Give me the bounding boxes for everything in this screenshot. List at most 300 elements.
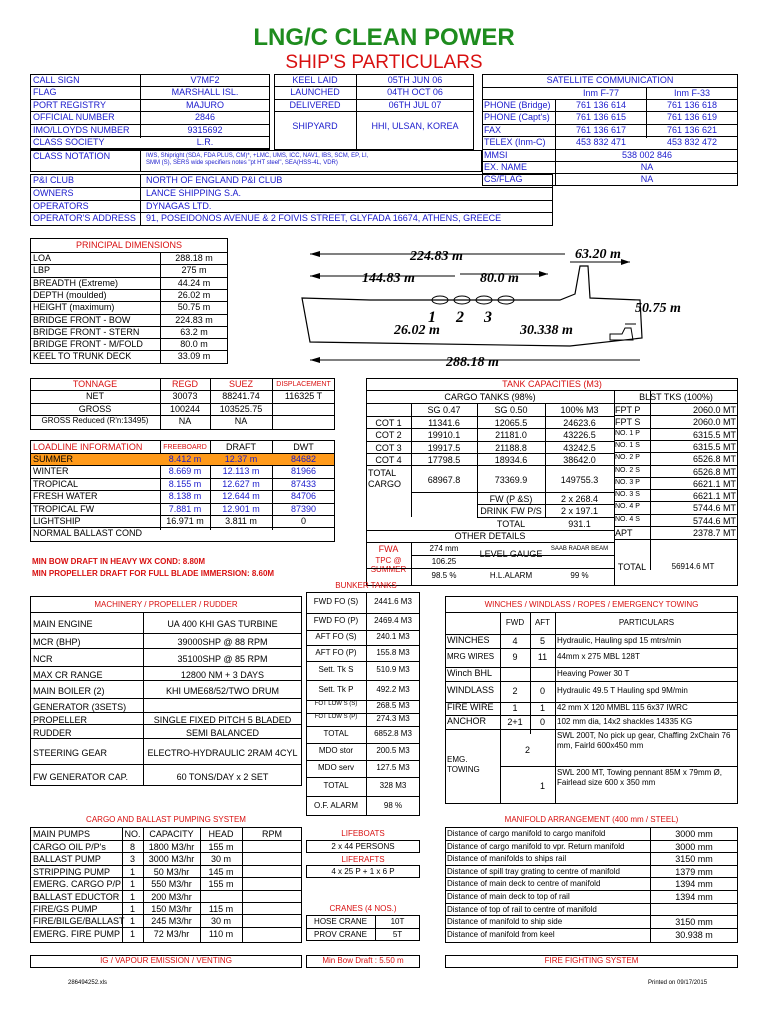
bunker-value-aft-fo-p-3: 155.8 M3 [376, 647, 410, 657]
bunker-value-fot-low-s-s-6: 268.5 M3 [376, 701, 410, 710]
tonnage-regd-gross: 100244 [169, 403, 201, 414]
lifeboats-box [306, 840, 420, 853]
label-class-society: CLASS SOCIETY [33, 137, 105, 147]
tonnage-suez-gross-reduced-r-n-13495: NA [234, 416, 248, 426]
loadline-header-freeboard: FREEBOARD [163, 444, 207, 451]
note-min-bow-draft: MIN BOW DRAFT IN HEAVY WX COND: 8.80M [32, 557, 206, 566]
ballast-label-fpt-p: FPT P [615, 405, 641, 415]
bunker-label-aft-fo-s-2: AFT FO (S) [315, 632, 357, 641]
loadline-freeboard-tropical-fw: 7.881 m [168, 503, 202, 514]
loadline-title: LOADLINE INFORMATION [33, 442, 143, 452]
loadline-dwt-lightship: 0 [300, 516, 306, 526]
sat-label-cs-flag: CS/FLAG [484, 174, 523, 184]
row-divider [30, 680, 302, 681]
row-divider [445, 729, 738, 730]
loadline-draft-fresh-water: 12.644 m [222, 491, 260, 502]
sat-value-phone-bridge-f77: 761 136 614 [575, 100, 627, 110]
tonnage-header-displacement: DISPLACEMENT [276, 381, 331, 388]
pump-capacity-cargo-oil-p-p-s: 1800 M3/hr [148, 842, 195, 852]
bunker-value-fwd-fo-s-0: 2441.6 M3 [374, 597, 412, 606]
row-divider [306, 743, 420, 744]
value-owners: LANCE SHIPPING S.A. [146, 187, 242, 198]
value-class-society: L.R. [196, 137, 214, 147]
pump-name-ballast-pump: BALLAST PUMP [33, 854, 101, 865]
cargo-tank-sg047-cot-1: 11341.6 [428, 418, 460, 428]
row-divider [30, 865, 302, 866]
towing-aft-qty: 1 [539, 781, 545, 791]
loadline-label-tropical-fw: TROPICAL FW [33, 503, 95, 514]
tonnage-title: TONNAGE [72, 379, 118, 389]
ballast-value-no-2-p: 6526.8 MT [692, 454, 736, 465]
tonnage-header-regd: REGD [171, 379, 198, 389]
cargo-tank-label-cot-2: COT 2 [375, 430, 402, 441]
row-divider [306, 680, 420, 681]
row-divider [306, 661, 420, 662]
machinery-value-ncr: 35100SHP @ 85 RPM [177, 653, 268, 664]
label-launched: LAUNCHED [290, 87, 340, 98]
ballast-label-no-3-p: NO. 3 P [615, 478, 640, 486]
row-divider [445, 840, 738, 841]
winch-fwd-mrg-wires: 9 [512, 652, 518, 662]
label-owners: OWNERS [33, 187, 74, 198]
alarm-pct: 98.5 % [431, 571, 457, 580]
fw-label-fw-p-s: FW (P &S) [489, 494, 533, 504]
row-divider [445, 928, 738, 929]
emergency-towing-label: EMG. TOWING [447, 755, 480, 774]
ballast-value-no-1-p: 6315.5 MT [692, 429, 736, 440]
row-divider [306, 796, 420, 797]
row-divider [366, 390, 738, 391]
row-divider [30, 738, 302, 739]
sat-label-mmsi: MMSI [484, 150, 508, 160]
loadline-dwt-winter: 81966 [290, 466, 317, 477]
row-divider [477, 492, 614, 493]
loadline-label-tropical: TROPICAL [33, 478, 79, 489]
dim-label-t3: 3 [484, 309, 492, 326]
loadline-header-dwt: DWT [293, 442, 314, 452]
bunker-value-mdo-serv-10: 127.5 M3 [376, 763, 410, 772]
machinery-label-main-boiler-2: MAIN BOILER (2) [33, 685, 105, 696]
pump-head-emerg-fire-pump: 110 m [208, 928, 234, 939]
loadline-freeboard-summer: 8.412 m [168, 454, 202, 464]
machinery-value-mcr-bhp: 39000SHP @ 88 RPM [177, 637, 268, 647]
row-divider [306, 613, 420, 614]
tpc-label: TPC @ SUMMER [370, 556, 407, 574]
bunker-value-o-f-alarm-12: 98 % [383, 800, 403, 810]
label-imo-lloyds-number: IMO/LLOYDS NUMBER [33, 124, 130, 135]
stern-mark [610, 328, 633, 340]
row-divider [482, 136, 738, 137]
manifold-label-3: Distance of spill tray grating to centre of manifold [447, 866, 620, 876]
ballast-label-no-4-s: NO. 4 S [615, 515, 640, 523]
row-divider [306, 630, 420, 631]
arrowhead [310, 251, 320, 257]
value-shipyard: HHI, ULSAN, KOREA [371, 121, 459, 131]
dim-value-lbp: 275 m [181, 265, 207, 276]
cargo-header-100pct: 100% M3 [560, 405, 599, 415]
row-divider [477, 504, 614, 505]
ballast-label-no-2-s: NO. 2 S [615, 466, 640, 474]
column-divider [242, 827, 243, 943]
lifeboats-title: LIFEBOATS [341, 829, 385, 838]
crane-label-hose-crane: HOSE CRANE [314, 917, 367, 926]
cargo-tank-sg047-cot-4: 17798.5 [427, 454, 461, 465]
ballast-value-no-4-s: 5744.6 MT [692, 515, 736, 526]
crane-value-prov-crane: 5T [392, 930, 403, 939]
row-divider [482, 161, 738, 162]
row-divider [366, 428, 614, 429]
dim-label-d2602: 26.02 m [394, 323, 440, 338]
tonnage-label-gross-reduced-r-n-13495: GROSS Reduced (R'n:13495) [41, 416, 149, 425]
loadline-draft-tropical-fw: 12.901 m [222, 503, 260, 514]
dim-label-d224: 224.83 m [410, 249, 463, 264]
machinery-title: MACHINERY / PROPELLER / RUDDER [94, 600, 238, 609]
row-divider [445, 915, 738, 916]
manifold-value-8: 30.938 m [675, 929, 713, 940]
winch-fwd-windlass: 2 [512, 686, 518, 696]
cargo-tank-label-cot-3: COT 3 [375, 442, 402, 453]
manifold-label-0: Distance of cargo manifold to cargo manifold [447, 829, 606, 838]
row-divider [477, 517, 614, 518]
machinery-value-steering-gear: ELECTRO-HYDRAULIC 2RAM 4CYL [147, 747, 298, 758]
row-divider [366, 453, 614, 454]
row-divider [30, 914, 302, 915]
dim-label-d6320: 63.20 m [575, 247, 621, 262]
pump-head-emerg-cargo-p-p: 155 m [208, 879, 234, 890]
row-divider [30, 724, 302, 725]
ballast-label-no-3-s: NO. 3 S [615, 491, 640, 499]
pump-header-capacity: CAPACITY [149, 829, 194, 839]
row-divider [411, 555, 614, 556]
value-flag: MARSHALL ISL. [171, 87, 239, 98]
bunker-tanks-title: BUNKER TANKS [335, 581, 397, 590]
class-notation-row [30, 150, 482, 172]
bunker-value-total-11: 328 M3 [379, 781, 407, 790]
tonnage-displacement-net: 116325 T [284, 391, 323, 401]
dim-value-height-maximum: 50.75 m [177, 302, 211, 313]
row-divider [30, 902, 302, 903]
bunker-label-total-11: TOTAL [323, 781, 349, 790]
value-operator-s-address: 91, POSEIDONOS AVENUE & 2 FOIVIS STREET, GLYFADA 16674, ATHENS, GREECE [146, 213, 502, 224]
bunker-label-mdo-serv-10: MDO serv [318, 763, 354, 772]
page-subtitle: SHIP'S PARTICULARS [285, 52, 483, 73]
manifold-label-1: Distance of cargo manifold to vpr. Return manifold [447, 841, 625, 851]
winch-aft-fire-wire: 1 [539, 703, 545, 713]
machinery-label-steering-gear: STEERING GEAR [33, 747, 108, 758]
bunker-value-sett-tk-s-4: 510.9 M3 [376, 665, 410, 674]
label-p-i-club: P&I CLUB [33, 175, 75, 185]
machinery-value-max-cr-range: 12800 NM + 3 DAYS [180, 669, 265, 680]
cargo-tank-100-cot-1: 24623.6 [563, 418, 596, 428]
fw-value-total: 931.1 [568, 518, 591, 529]
sat-label-fax: FAX [484, 124, 502, 135]
hl-alarm-label: H.L.ALARM [489, 571, 533, 580]
tanks-title: TANK CAPACITIES (M3) [502, 379, 602, 389]
sat-label-ex-name: EX. NAME [484, 162, 528, 172]
bunker-value-fot-low-s-p-7: 274.3 M3 [376, 714, 410, 723]
ballast-label-no-4-p: NO. 4 P [615, 503, 640, 511]
crane-label-prov-crane: PROV CRANE [314, 930, 367, 939]
min-bow-draft-footer: Min Bow Draft : 5.50 m [322, 956, 404, 965]
label-operators: OPERATORS [33, 200, 89, 211]
row-divider [482, 111, 738, 112]
dim-value-loa: 288.18 m [175, 253, 213, 263]
pump-header-no: NO. [124, 829, 141, 839]
other-details-title: OTHER DETAILS [454, 531, 526, 541]
winch-label-winches: WINCHES [447, 634, 490, 645]
row-divider [30, 200, 553, 201]
winch-particulars-fire-wire: 42 mm X 120 MMBL 115 6x37 IWRC [557, 703, 688, 712]
sat-label-phone-bridge: PHONE (Bridge) [484, 100, 551, 110]
ballast-tanks-title: BLST TKS (100%) [639, 392, 713, 402]
row-divider [445, 648, 738, 649]
ballast-value-no-1-s: 6315.5 MT [692, 441, 736, 452]
ballast-value-no-3-p: 6621.1 MT [692, 478, 736, 489]
winch-label-windlass: WINDLASS [447, 685, 495, 695]
loadline-draft-lightship: 3.811 m [225, 516, 257, 526]
column-divider [555, 612, 556, 804]
pump-no-stripping-pump: 1 [129, 866, 135, 877]
dim-label-breadth-extreme: BREADTH (Extreme) [33, 277, 119, 288]
pump-name-fire-gs-pump: FIRE/GS PUMP [33, 904, 98, 914]
row-divider [366, 403, 614, 404]
printed-date: Printed on 09/17/2015 [648, 980, 708, 986]
manifold-value-3: 1379 mm [675, 866, 713, 877]
value-port-registry: MAJURO [186, 99, 224, 110]
bunker-label-aft-fo-p-3: AFT FO (P) [315, 647, 357, 657]
bunker-label-sett-tk-s-4: Sett. Tk S [318, 665, 354, 674]
pump-no-fire-bilge-ballast: 1 [129, 916, 135, 927]
arrowhead [310, 273, 320, 279]
winch-aft-anchor: 0 [539, 716, 545, 727]
sat-value-phone-bridge-f33: 761 136 618 [666, 100, 718, 110]
lifeboats-value: 2 x 44 PERSONS [331, 842, 395, 851]
row-divider [306, 726, 420, 727]
fire-fighting-title: FIRE FIGHTING SYSTEM [544, 956, 639, 965]
cargo-tank-sg047-cot-3: 19917.5 [427, 442, 461, 453]
manifold-value-4: 1394 mm [675, 879, 713, 890]
row-divider [30, 890, 302, 891]
pump-header-head: HEAD [208, 829, 234, 839]
value-imo-lloyds-number: 9315692 [187, 124, 223, 135]
winch-particulars-mrg-wires: 44mm x 275 MBL 128T [557, 652, 640, 661]
bunker-label-fot-low-s-s-6: FOT LOW S (S) [314, 701, 358, 707]
manifold-label-2: Distance of manifolds to ships rail [447, 854, 567, 864]
dim-value-depth-moulded: 26.02 m [177, 289, 211, 300]
dim-value-bridge-front-m-fold: 80.0 m [180, 339, 208, 350]
note-min-propeller-draft: MIN PROPELLER DRAFT FOR FULL BLADE IMMERSION: 8.60M [32, 569, 275, 578]
fw-label-drink-fw-p-s: DRINK FW P/S [480, 506, 542, 517]
winch-particulars-anchor: 102 mm dia, 14x2 shackles 14335 KG [557, 716, 693, 726]
row-divider [306, 760, 420, 761]
towing-fwd-particulars: SWL 200T, No pick up gear, Chaffing 2xChain 76 mm, Fairld 600x450 mm [557, 731, 731, 750]
loadline-label-winter: WINTER [33, 466, 69, 477]
row-divider [500, 766, 738, 767]
label-shipyard: SHIPYARD [292, 121, 338, 131]
label-call-sign: CALL SIGN [33, 75, 80, 85]
row-divider [30, 927, 302, 928]
row-divider [366, 416, 614, 417]
dim-value-bridge-front-bow: 224.83 m [175, 314, 213, 325]
bunker-label-fwd-fo-p-1: FWD FO (P) [313, 616, 359, 625]
ballast-label-no-1-s: NO. 1 S [615, 441, 640, 449]
cargo-tank-label-cot-4: COT 4 [375, 454, 402, 465]
dim-value-keel-to-trunk-deck: 33.09 m [177, 351, 211, 362]
cargo-total-sg047: 68967.8 [427, 475, 461, 485]
satellite-title: SATELLITE COMMUNICATION [546, 75, 674, 85]
row-divider [445, 852, 738, 853]
manifold-label-8: Distance of manifold from keel [447, 929, 555, 939]
row-divider [30, 187, 553, 188]
loadline-label-lightship: LIGHTSHIP [33, 516, 81, 526]
crane-value-hose-crane: 10T [390, 917, 405, 926]
bunker-value-sett-tk-p-5: 492.2 M3 [376, 684, 410, 694]
winch-aft-mrg-wires: 11 [537, 652, 548, 662]
bunker-value-aft-fo-s-2: 240.1 M3 [376, 632, 410, 641]
value-delivered: 06TH JUL 07 [388, 99, 442, 110]
label-delivered: DELIVERED [289, 99, 341, 110]
loadline-draft-winter: 12.113 m [222, 466, 260, 477]
sat-col-inm-f33: Inm F-33 [673, 88, 710, 98]
dim-label-bridge-front-bow: BRIDGE FRONT - BOW [33, 314, 131, 325]
machinery-value-propeller: SINGLE FIXED PITCH 5 BLADED [153, 714, 292, 725]
pump-no-fire-gs-pump: 1 [129, 904, 135, 914]
pump-name-stripping-pump: STRIPPING PUMP [33, 866, 111, 877]
tonnage-regd-net: 30073 [172, 391, 198, 401]
ballast-label-apt: APT [615, 528, 633, 538]
ballast-value-no-3-s: 6621.1 MT [692, 491, 736, 502]
fw-label-total: TOTAL [496, 518, 526, 529]
class-notation-line-2: SMM (S), SERS wide specifiers notes "pt HT steel", SEA(HSS-4L, VDR) [146, 160, 338, 166]
dim-label-bridge-front-m-fold: BRIDGE FRONT - M/FOLD [33, 339, 143, 350]
row-divider [306, 928, 420, 929]
pump-no-ballast-eductor: 1 [129, 891, 135, 902]
winches-title: WINCHES / WINDLASS / ROPES / EMERGENCY TOWING [484, 600, 699, 609]
label-keel-laid: KEEL LAID [292, 75, 338, 85]
ballast-total-value: 56914.6 MT [671, 562, 715, 571]
row-divider [445, 890, 738, 891]
cargo-header-sg047: SG 0.47 [427, 405, 461, 415]
row-divider [614, 440, 738, 441]
row-divider [366, 465, 614, 466]
loadline-dwt-tropical-fw: 87390 [290, 503, 317, 514]
dim-label-d5075: 50.75 m [635, 301, 681, 316]
pump-head-cargo-oil-p-p-s: 155 m [208, 842, 234, 852]
pump-capacity-ballast-eductor: 200 M3/hr [151, 891, 192, 902]
cargo-tank-100-cot-2: 43226.5 [563, 430, 596, 441]
manifold-label-7: Distance of manifold to ship side [447, 917, 563, 927]
towing-fwd-qty: 2 [524, 745, 530, 755]
level-gauge-value: SAAB RADAR BEAM [550, 546, 609, 552]
sat-value-telex-inm-c-f77: 453 832 471 [575, 137, 627, 148]
ballast-value-apt: 2378.7 MT [692, 528, 736, 538]
pump-header-main-pumps: MAIN PUMPS [33, 829, 91, 839]
arrowhead [310, 357, 320, 363]
winches-header-aft: AFT [534, 618, 551, 627]
winch-particulars-windlass: Hydraulic 49.5 T Hauling spd 9M/min [557, 686, 688, 695]
cargo-tank-label-cot-1: COT 1 [375, 418, 402, 428]
pump-capacity-emerg-cargo-p-p: 550 M3/hr [151, 879, 192, 890]
tonnage-label-gross: GROSS [78, 403, 112, 414]
ballast-label-no-2-p: NO. 2 P [615, 454, 640, 462]
cargo-header-sg050: SG 0.50 [494, 405, 528, 415]
ballast-label-fpt-s: FPT S [615, 417, 641, 428]
row-divider [482, 99, 738, 100]
cargo-tank-100-cot-3: 43242.5 [563, 442, 596, 453]
row-divider [614, 452, 738, 453]
loadline-freeboard-tropical: 8.155 m [168, 478, 202, 489]
bunker-label-fot-low-s-p-7: FOT LOW S (P) [314, 714, 358, 720]
file-name: 286494252.xls [68, 980, 108, 986]
sat-label-telex-inm-c: TELEX (Inm-C) [484, 137, 546, 148]
manifold-value-0: 3000 mm [675, 829, 713, 839]
sat-value-ex-name: NA [640, 162, 654, 172]
pump-no-ballast-pump: 3 [129, 854, 135, 865]
ig-vapour-title: IG / VAPOUR EMISSION / VENTING [100, 956, 232, 965]
pump-name-cargo-oil-p-p-s: CARGO OIL P/P's [33, 842, 106, 852]
value-p-i-club: NORTH OF ENGLAND P&I CLUB [146, 175, 283, 185]
column-divider [272, 378, 273, 430]
sat-value-mmsi: 538 002 846 [621, 150, 673, 160]
machinery-label-propeller: PROPELLER [33, 714, 88, 725]
tonnage-suez-net: 88241.74 [222, 391, 260, 401]
manifold-title: MANIFOLD ARRANGEMENT (400 mm / STEEL) [504, 815, 679, 824]
pump-name-emerg-fire-pump: EMERG. FIRE PUMP [33, 928, 121, 939]
row-divider [614, 539, 738, 540]
winches-header-particulars: PARTICULARS [618, 618, 675, 627]
manifold-label-5: Distance of main deck to top of rail [447, 892, 570, 901]
loadline-freeboard-fresh-water: 8.138 m [168, 491, 202, 502]
loadline-draft-summer: 12.37 m [224, 454, 258, 464]
row-divider [614, 501, 738, 502]
row-divider [274, 111, 474, 112]
machinery-label-generator-3sets: GENERATOR (3SETS) [33, 701, 127, 712]
row-divider [366, 441, 614, 442]
pump-header-rpm: RPM [262, 829, 282, 839]
fw-value-drink-fw-p-s: 2 x 197.1 [560, 506, 599, 517]
machinery-label-ncr: NCR [33, 653, 53, 664]
manifold-label-6: Distance of top of rail to centre of manifold [447, 904, 597, 914]
row-divider [445, 865, 738, 866]
pump-no-emerg-cargo-p-p: 1 [129, 879, 135, 890]
pump-head-stripping-pump: 145 m [208, 866, 234, 877]
machinery-label-rudder: RUDDER [33, 727, 72, 738]
pump-capacity-fire-bilge-ballast: 245 M3/hr [151, 916, 192, 927]
value-keel-laid: 05TH JUN 06 [387, 75, 443, 85]
cargo-total-sg050: 73369.9 [494, 475, 528, 485]
manifold-label-4: Distance of main deck to centre of manifold [447, 879, 601, 889]
value-operators: DYNAGAS LTD. [146, 200, 212, 211]
label-flag: FLAG [33, 87, 57, 98]
manifold-value-5: 1394 mm [675, 892, 713, 902]
dim-label-t2: 2 [456, 309, 464, 326]
dimensions-title: PRINCIPAL DIMENSIONS [75, 240, 183, 250]
tonnage-header-suez: SUEZ [228, 379, 253, 389]
row-divider [614, 526, 738, 527]
cargo-tank-sg050-cot-3: 21188.8 [495, 442, 527, 453]
winches-header-fwd: FWD [505, 618, 525, 627]
dim-label-keel-to-trunk-deck: KEEL TO TRUNK DECK [33, 351, 132, 362]
tpc-value: 106.25 [431, 557, 457, 566]
machinery-value-fw-generator-cap: 60 TONS/DAY x 2 SET [176, 771, 269, 782]
row-divider [306, 777, 420, 778]
value-launched: 04TH OCT 06 [387, 87, 443, 98]
dim-label-lbp: LBP [33, 265, 51, 276]
winch-particulars-winch-bhl: Heaving Power 30 T [557, 668, 630, 678]
row-divider [445, 612, 738, 613]
dim-label-t1: 1 [428, 309, 436, 326]
pump-no-cargo-oil-p-p-s: 8 [129, 842, 135, 852]
